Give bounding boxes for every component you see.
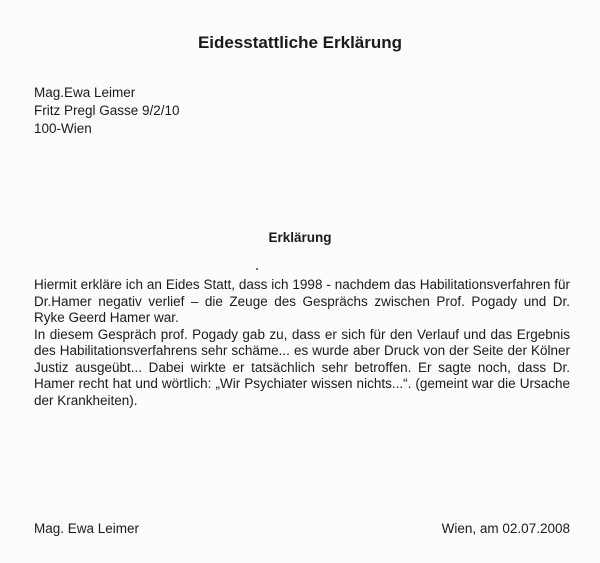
declaration-paragraph: In diesem Gespräch prof. Pogady gab zu, dass er sich für den Verlauf und das Ergebnis des Habilitationsverfahrens sehr schäme... es wurde aber Druck von der Seite der Kölner Justiz ausgeübt... Dabei wirkte er tatsächlich sehr betroffen. Er sagte noch, dass Dr. Hamer recht hat und wörtlich: „Wir Psychiater wissen nichts...“. (gemeint war die Ursache der Krankheiten). [34,326,570,408]
place-date: Wien, am 02.07.2008 [441,521,570,536]
signature-name: Mag. Ewa Leimer [34,521,140,536]
sender-street: Fritz Pregl Gasse 9/2/10 [34,103,180,118]
section-heading: Erklärung [268,230,332,245]
declaration-body [34,277,570,409]
declaration-paragraph: Hiermit erkläre ich an Eides Statt, dass ich 1998 - nachdem das Habilitationsverfahren für Dr.Hamer negativ verlief – die Zeuge des Gesprächs zwischen Prof. Pogady und Dr. Ryke Geerd Hamer war. [34,277,570,325]
document-title: Eidesstattliche Erklärung [197,33,403,52]
sender-city: 100-Wien [34,121,92,136]
scan-speck [256,268,258,270]
sender-name: Mag.Ewa Leimer [34,85,136,100]
sender-address [34,84,180,138]
